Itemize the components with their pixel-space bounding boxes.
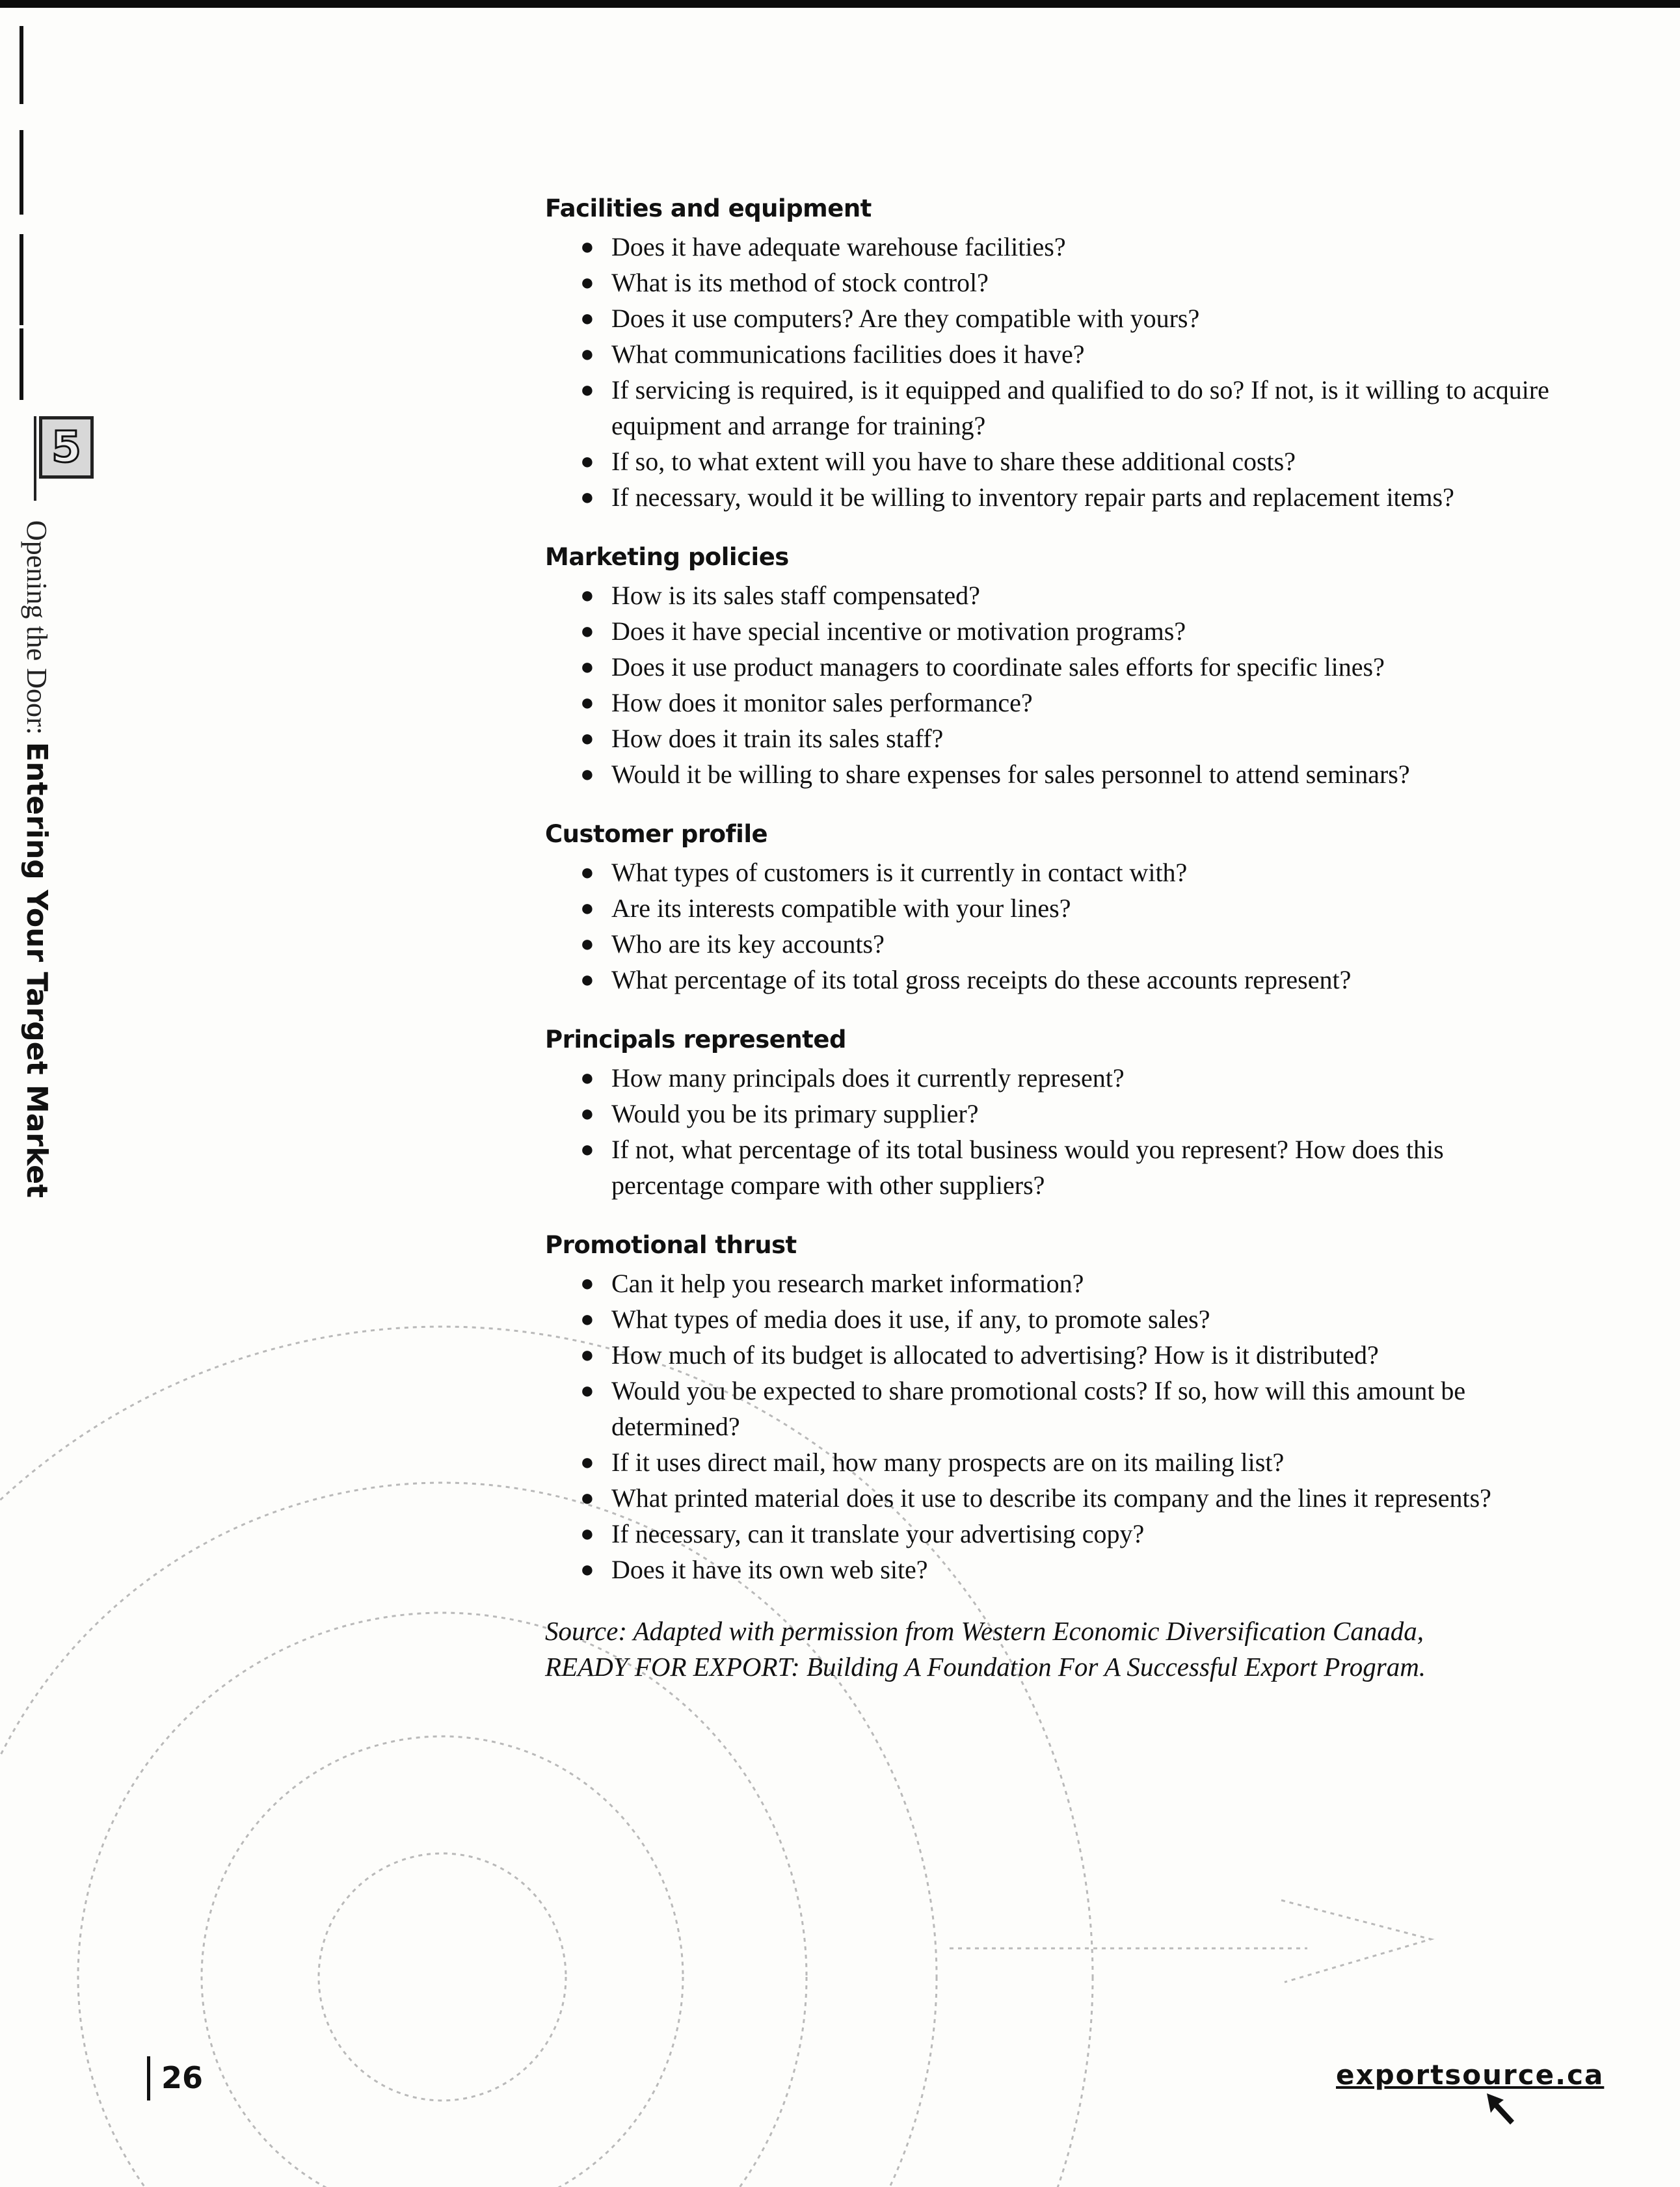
source-line: Source: Adapted with permission from Western Economic Diversification Canada,: [545, 1616, 1424, 1646]
running-head-prefix: Opening the Door:: [21, 520, 53, 742]
margin-bar: [20, 234, 23, 325]
bullet-icon: ●: [580, 689, 594, 715]
section-marketing: [545, 541, 1560, 792]
list-item: ● What is its method of stock control?: [545, 265, 1560, 300]
bullet-icon: ●: [580, 1136, 594, 1162]
bullet-icon: ●: [580, 341, 594, 367]
bullet-icon: ●: [580, 1556, 594, 1582]
chapter-marker: [39, 416, 94, 479]
footer-rule: [147, 2056, 150, 2101]
section-heading: Marketing policies: [545, 543, 789, 571]
section-heading: Principals represented: [545, 1026, 846, 1054]
bullet-icon: ●: [580, 859, 594, 885]
bullet-icon: ●: [580, 654, 594, 680]
list-item: ● Does it have special incentive or motivation programs?: [545, 613, 1560, 649]
list-item: ● Would you be its primary supplier?: [545, 1096, 1560, 1132]
bullet-list: [545, 577, 1560, 792]
margin-bar: [20, 328, 23, 400]
section-heading: Facilities and equipment: [545, 194, 872, 222]
bullet-icon: ●: [580, 725, 594, 751]
list-item: ● What types of media does it use, if any, to promote sales?: [545, 1301, 1560, 1337]
bullet-icon: ●: [580, 1485, 594, 1511]
list-item: ● Does it have adequate warehouse facilities?: [545, 229, 1560, 265]
bullet-icon: ●: [580, 1449, 594, 1475]
bullet-icon: ●: [580, 618, 594, 644]
bullet-icon: ●: [580, 377, 594, 403]
bullet-icon: ●: [580, 1306, 594, 1332]
list-item: ● Are its interests compatible with your lines?: [545, 890, 1560, 926]
bullet-icon: ●: [580, 269, 594, 295]
section-heading: Promotional thrust: [545, 1231, 797, 1259]
list-item: ● If it uses direct mail, how many prospects are on its mailing list?: [545, 1444, 1560, 1480]
bullet-icon: ●: [580, 1342, 594, 1368]
list-item: ● Who are its key accounts?: [545, 926, 1560, 962]
margin-bar: [20, 26, 23, 104]
bullet-icon: ●: [580, 1065, 594, 1091]
bullet-icon: ●: [580, 966, 594, 992]
bullet-icon: ●: [580, 931, 594, 957]
main-content: [545, 192, 1560, 1685]
section-facilities: [545, 192, 1560, 515]
bullet-list: [545, 229, 1560, 515]
list-item: ● What types of customers is it currently in contact with?: [545, 855, 1560, 890]
bullet-icon: ●: [580, 761, 594, 787]
list-item: ● Would you be expected to share promotional costs? If so, how will this amount be determined?: [545, 1373, 1560, 1444]
bullet-icon: ●: [580, 305, 594, 331]
top-rule: [0, 0, 1680, 8]
list-item: ● How much of its budget is allocated to advertising? How is it distributed?: [545, 1337, 1560, 1373]
list-item: ● How many principals does it currently represent?: [545, 1060, 1560, 1096]
running-head: [22, 520, 51, 1198]
list-item: ● If servicing is required, is it equipped and qualified to do so? If not, is it willing to acquire equipment and arrange for training?: [545, 372, 1560, 444]
list-item: ● What printed material does it use to describe its company and the lines it represents?: [545, 1480, 1560, 1516]
bullet-icon: ●: [580, 1100, 594, 1126]
list-item: ● How does it train its sales staff?: [545, 721, 1560, 756]
list-item: ● What percentage of its total gross receipts do these accounts represent?: [545, 962, 1560, 998]
list-item: ● If so, to what extent will you have to share these additional costs?: [545, 444, 1560, 479]
source-citation: [545, 1613, 1560, 1685]
list-item: ● Would it be willing to share expenses for sales personnel to attend seminars?: [545, 756, 1560, 792]
bullet-icon: ●: [580, 582, 594, 608]
section-customer-profile: [545, 818, 1560, 998]
cursor-arrow-icon: [1484, 2091, 1523, 2130]
list-item: ● Does it use computers? Are they compatible with yours?: [545, 300, 1560, 336]
margin-bar: [20, 130, 23, 215]
list-item: ● If necessary, can it translate your advertising copy?: [545, 1516, 1560, 1552]
list-item: ● If necessary, would it be willing to inventory repair parts and replacement items?: [545, 479, 1560, 515]
bullet-icon: ●: [580, 233, 594, 259]
bullet-icon: ●: [580, 895, 594, 921]
list-item: ● How is its sales staff compensated?: [545, 577, 1560, 613]
list-item: ● What communications facilities does it have?: [545, 336, 1560, 372]
list-item: ● If not, what percentage of its total business would you represent? How does this percentage compare with other suppliers?: [545, 1132, 1560, 1203]
bullet-list: [545, 1266, 1560, 1587]
source-line: READY FOR EXPORT: Building A Foundation For A Successful Export Program.: [545, 1652, 1426, 1682]
running-head-title: Entering Your Target Market: [20, 741, 53, 1199]
section-principals: [545, 1024, 1560, 1203]
list-item: ● Can it help you research market information?: [545, 1266, 1560, 1301]
section-promotional: [545, 1229, 1560, 1587]
page-number: 26: [161, 2060, 204, 2095]
bullet-icon: ●: [580, 448, 594, 474]
bullet-icon: ●: [580, 1520, 594, 1546]
list-item: ● Does it have its own web site?: [545, 1552, 1560, 1587]
list-item: ● Does it use product managers to coordinate sales efforts for specific lines?: [545, 649, 1560, 685]
bullet-icon: ●: [580, 1377, 594, 1403]
chapter-rule: [34, 416, 36, 501]
section-heading: Customer profile: [545, 820, 768, 848]
list-item: ● How does it monitor sales performance?: [545, 685, 1560, 721]
bullet-icon: ●: [580, 484, 594, 510]
bullet-list: [545, 1060, 1560, 1203]
website-link[interactable]: exportsource.ca: [1336, 2059, 1605, 2091]
chapter-number: 5: [51, 422, 81, 472]
bullet-icon: ●: [580, 1270, 594, 1296]
bullet-list: [545, 855, 1560, 998]
